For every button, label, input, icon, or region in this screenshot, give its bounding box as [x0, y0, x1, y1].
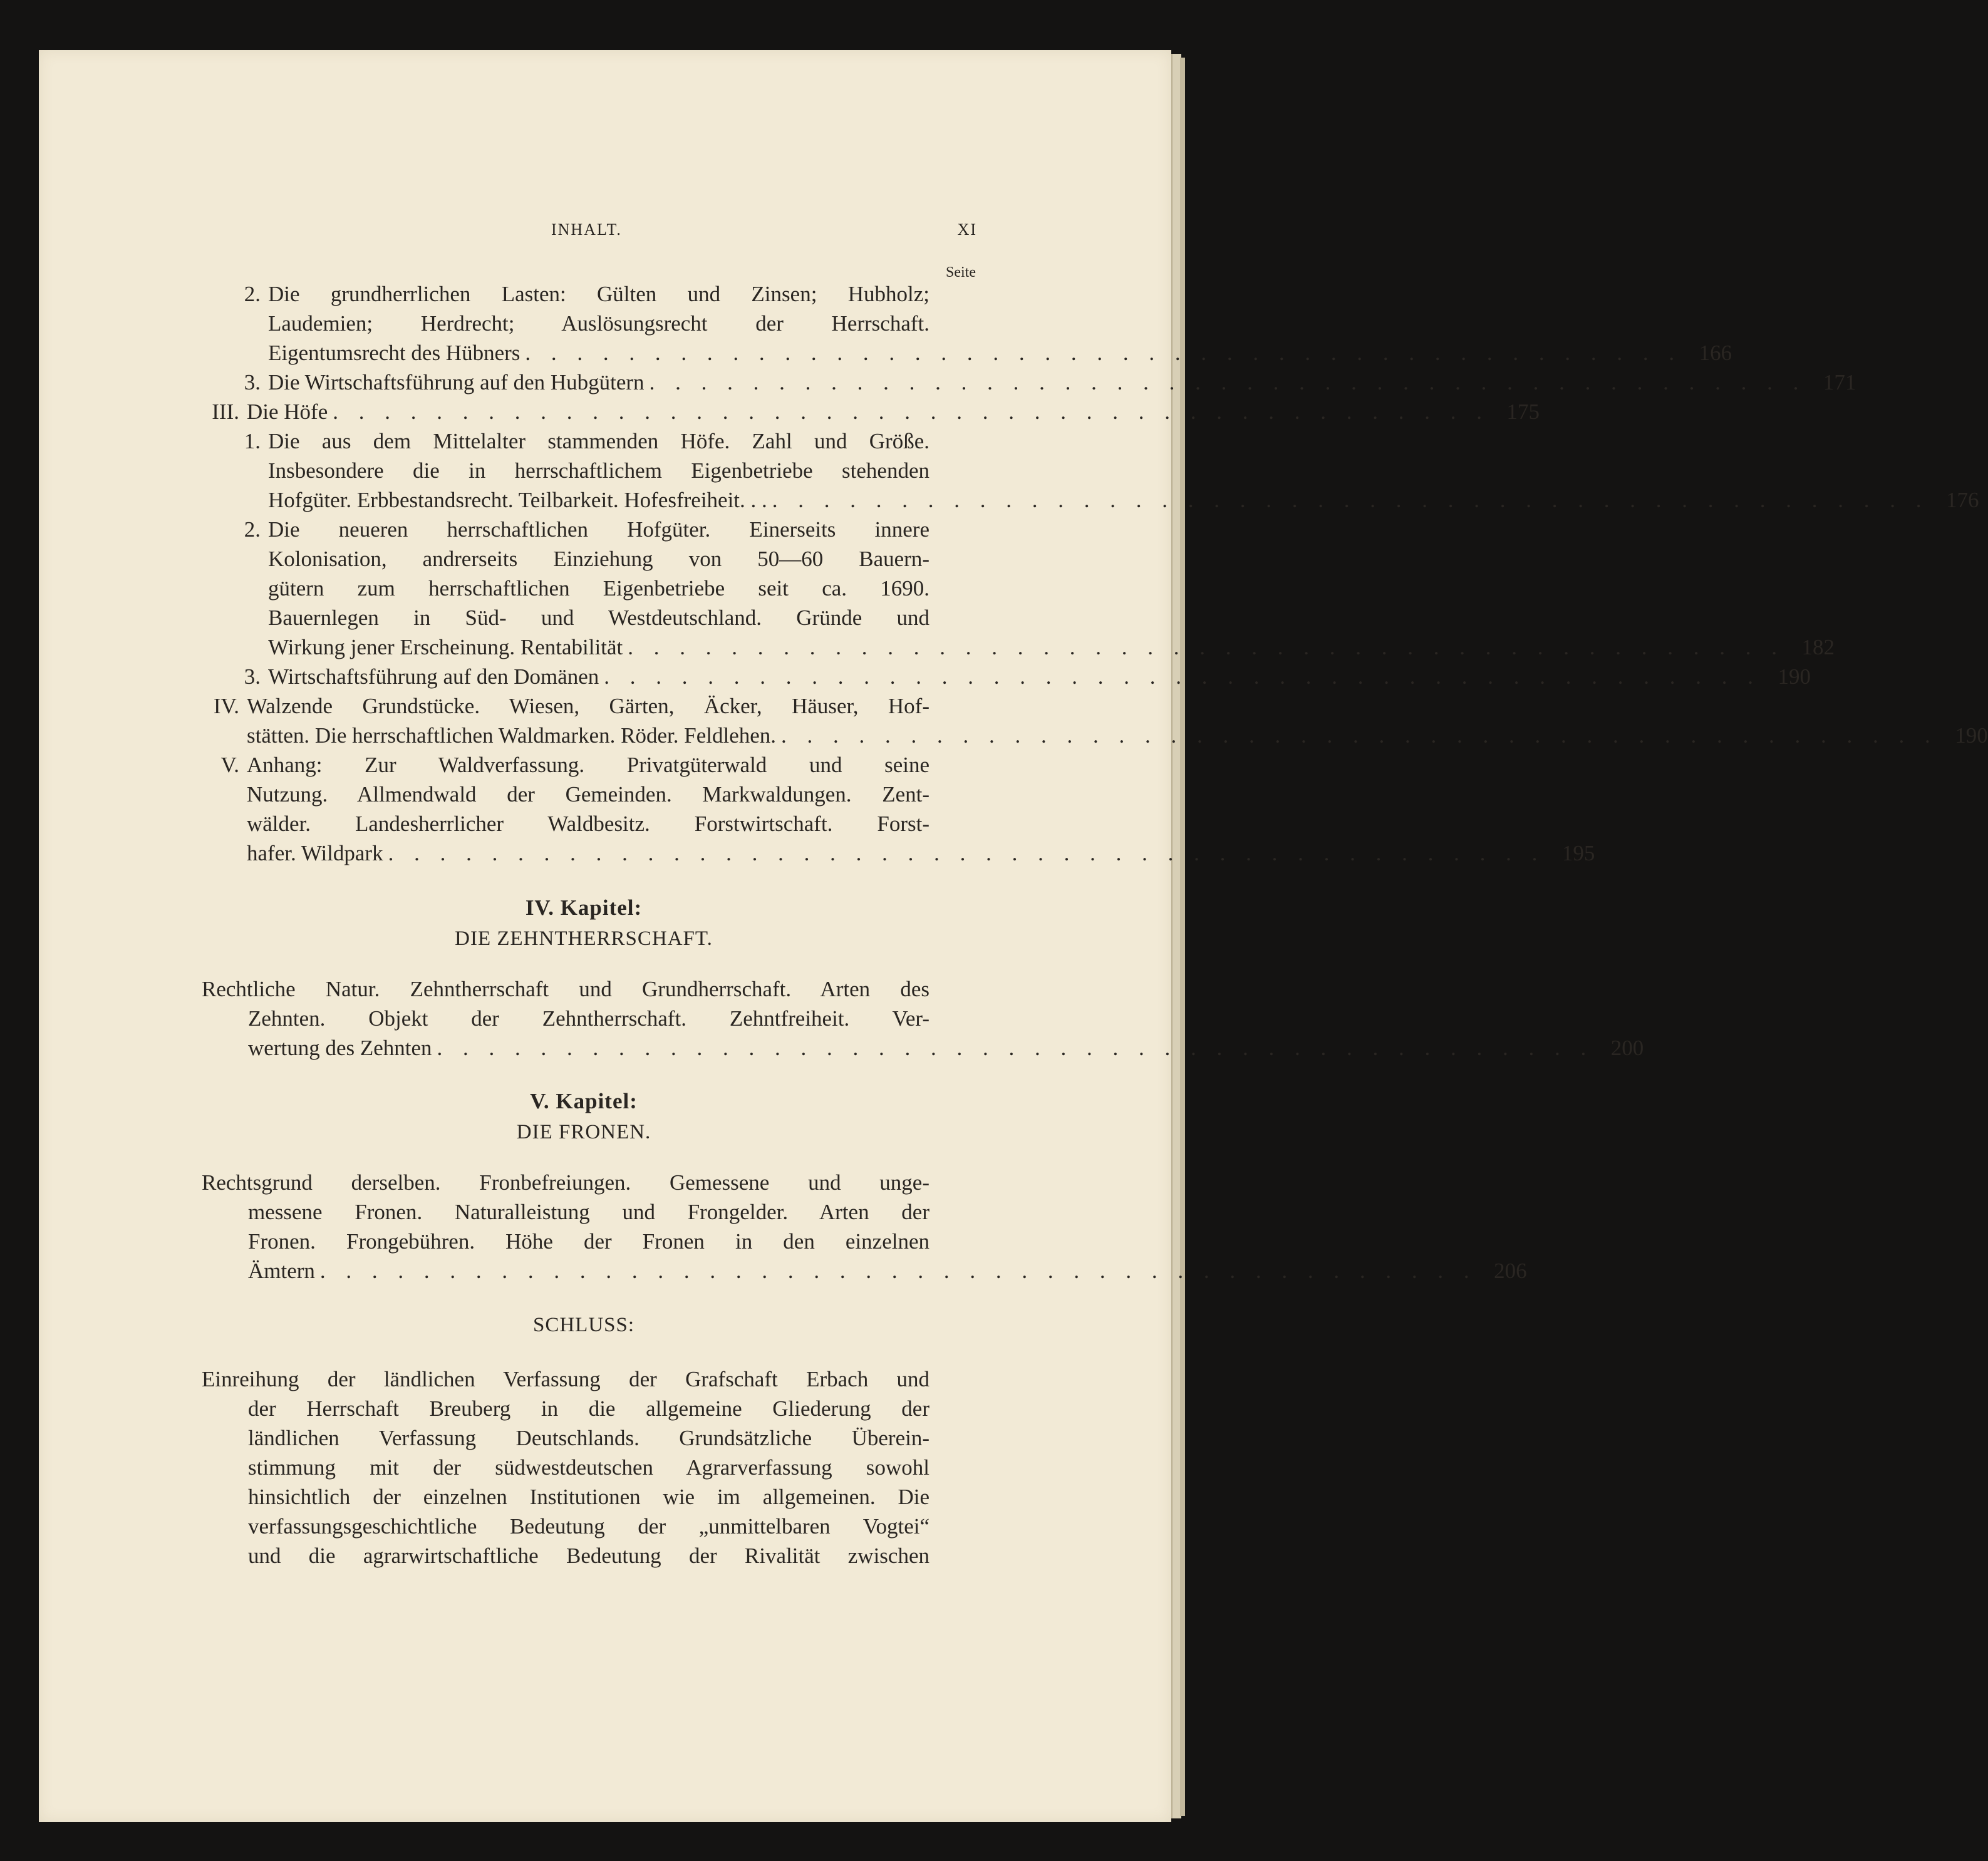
entry-number: 2.: [244, 282, 261, 306]
entry-page: 175: [1506, 400, 1540, 424]
entry-text-line: Die aus dem Mittelalter stammenden Höfe. Zahl und Größe.: [268, 429, 929, 453]
toc-entry: [188, 397, 1540, 426]
entry-page: 206: [1494, 1259, 1527, 1283]
entry-text-line: ländlichen Verfassung Deutschlands. Grundsätzliche Überein-: [248, 1426, 929, 1450]
running-header: [200, 215, 977, 242]
page-column-label: Seite: [946, 264, 976, 281]
conclusion-summary: [188, 1364, 980, 1570]
entry-number: V.: [220, 753, 239, 777]
toc-line: [188, 603, 980, 632]
entry-text-line: der Herrschaft Breuberg in die allgemeine Gliederung der: [248, 1396, 929, 1421]
toc-line: [188, 662, 1811, 691]
leader-dots: . . . . . . . . . . . . . . . . . . . . . . . . . . . . . . . . . . . . . . . . . . . . .: [388, 841, 1545, 865]
entry-page: 190: [1778, 664, 1811, 689]
toc-entry: [188, 426, 1979, 515]
entry-label: Die Höfe: [247, 400, 328, 424]
entry-text-line: Bauernlegen in Süd- und Westdeutschland. Gründe und: [268, 606, 929, 630]
entry-page: 166: [1699, 341, 1732, 365]
entry-text-line: [268, 338, 1682, 368]
toc-line: [188, 397, 1540, 426]
toc-line: [188, 1453, 980, 1482]
entry-label: Eigentumsrecht des Hübners: [268, 341, 520, 365]
header-page-number: XI: [957, 220, 977, 239]
toc-line: [188, 750, 980, 780]
entry-page: 182: [1801, 635, 1835, 659]
entry-label: hafer. Wildpark: [247, 841, 383, 865]
toc-line: [188, 632, 1835, 662]
entry-text-line: [247, 397, 1489, 426]
leader-dots: . . . . . . . . . . . . . . . . . . . . . . . . . . . . . . . . . . . . . . . . . . . . .: [628, 635, 1784, 659]
entry-number: 3.: [244, 664, 261, 689]
toc-line: [188, 574, 980, 603]
entry-text-line: Laudemien; Herdrecht; Auslösungsrecht der Herrschaft.: [268, 311, 929, 336]
conclusion-title: SCHLUSS:: [532, 1314, 635, 1336]
toc-entry: [188, 515, 1835, 662]
toc-line: [188, 368, 1856, 397]
entry-text-line: Walzende Grundstücke. Wiesen, Gärten, Äcker, Häuser, Hof-: [247, 694, 929, 718]
toc-line: [188, 1197, 980, 1227]
toc-line: [188, 974, 980, 1004]
toc-line: [188, 809, 980, 838]
entry-text-line: [268, 485, 1929, 515]
entry-text-line: und die agrarwirtschaftliche Bedeutung der Rivalität zwischen: [248, 1544, 929, 1568]
toc-line: [188, 1004, 980, 1033]
spacer: [188, 868, 980, 893]
toc-line: [188, 1394, 980, 1423]
entry-page: 171: [1823, 370, 1856, 394]
entry-number: 2.: [244, 517, 261, 542]
chapter-summary: [188, 1168, 1527, 1286]
entry-text-line: [248, 1256, 1477, 1286]
chapter-title: DIE ZEHNTHERRSCHAFT.: [455, 927, 713, 950]
entry-text-line: Die neueren herrschaftlichen Hofgüter. Einerseits innere: [268, 517, 929, 542]
entry-number: 3.: [244, 370, 261, 394]
toc-entry: [188, 279, 1732, 368]
entry-text-line: [247, 721, 1938, 750]
toc-line: [188, 485, 1979, 515]
entry-text-line: Nutzung. Allmendwald der Gemeinden. Markwaldungen. Zent-: [247, 782, 929, 807]
entry-page: 200: [1610, 1036, 1644, 1060]
entry-text-line: verfassungsgeschichtliche Bedeutung der „unmittelbaren Vogtei“: [248, 1514, 929, 1539]
entry-label: Ämtern: [248, 1259, 315, 1283]
entry-number: III.: [212, 400, 239, 424]
leader-dots: . . . . . . . . . . . . . . . . . . . . . . . . . . . . . . . . . . . . . . . . . . . . .: [333, 400, 1490, 424]
chapter-summary: [188, 974, 1644, 1063]
toc-line: [188, 1423, 980, 1453]
toc-line: [188, 426, 980, 456]
toc-line: [188, 338, 1732, 368]
toc-line: [188, 1482, 980, 1512]
toc-entry: [188, 662, 1811, 691]
entry-text-line: hinsichtlich der einzelnen Institutionen wie im allgemeinen. Die: [248, 1485, 929, 1509]
toc-line: [188, 1033, 1644, 1063]
entry-text-line: Kolonisation, andrerseits Einziehung von 50—60 Bauern-: [268, 547, 929, 571]
leader-dots: . . . . . . . . . . . . . . . . . . . . . . . . . . . . . . . . . . . . . . . . . . . . .: [319, 1259, 1477, 1283]
toc-line: [188, 1227, 980, 1256]
entry-number: 1.: [244, 429, 261, 453]
chapter-title: DIE FRONEN.: [516, 1121, 651, 1143]
toc-line: [188, 721, 1988, 750]
toc-line: [188, 544, 980, 574]
toc-line: [188, 691, 980, 721]
chapter-heading: V. Kapitel:: [530, 1089, 638, 1113]
entry-text-line: messene Fronen. Naturalleistung und Frongelder. Arten der: [248, 1200, 929, 1224]
chapter-heading: IV. Kapitel:: [525, 895, 643, 920]
toc-line: [188, 456, 980, 485]
entry-text-line: Rechtliche Natur. Zehntherrschaft und Grundherrschaft. Arten des: [202, 977, 929, 1001]
leader-dots: . . . . . . . . . . . . . . . . . . . . . . . . . . . . . . . . . . . . . . . . . . . . .: [781, 723, 1938, 748]
entry-label: Wirkung jener Erscheinung. Rentabilität: [268, 635, 623, 659]
entry-text-line: stimmung mit der südwestdeutschen Agrarverfassung sowohl: [248, 1455, 929, 1480]
entry-text-line: gütern zum herrschaftlichen Eigenbetriebe seit ca. 1690.: [268, 576, 929, 601]
entry-text-line: [248, 1033, 1593, 1063]
toc-line: [188, 515, 980, 544]
toc-entry: [188, 750, 1595, 868]
spacer: [188, 1286, 980, 1311]
toc-line: [188, 279, 980, 309]
spacer: [188, 1063, 980, 1086]
toc-entry: [188, 368, 1856, 397]
toc-line: [188, 309, 980, 338]
toc-line: [188, 780, 980, 809]
table-of-contents: [188, 279, 1988, 1570]
leader-dots: . . . . . . . . . . . . . . . . . . . . . . . . . . . . . . . . . . . . . . . . . . . . .: [525, 341, 1682, 365]
toc-line: [188, 1541, 980, 1570]
entry-page: 176: [1946, 488, 1979, 512]
entry-text-line: [268, 662, 1761, 691]
toc-line: [188, 838, 1595, 868]
entry-text-line: Die grundherrlichen Lasten: Gülten und Zinsen; Hubholz;: [268, 282, 929, 306]
leader-dots: . . . . . . . . . . . . . . . . . . . . . . . . . . . . . . . . . . . . . . . . . . . . .: [772, 488, 1929, 512]
toc-line: [188, 1168, 980, 1197]
header-title: INHALT.: [551, 220, 622, 239]
entry-text-line: [247, 838, 1545, 868]
entry-number: IV.: [213, 694, 239, 718]
entry-text-line: Anhang: Zur Waldverfassung. Privatgüterwald und seine: [247, 753, 929, 777]
entry-text-line: Fronen. Frongebühren. Höhe der Fronen in den einzelnen: [248, 1229, 929, 1254]
leader-dots: . . . . . . . . . . . . . . . . . . . . . . . . . . . . . . . . . . . . . . . . . . . . .: [604, 664, 1761, 689]
entry-text-line: [268, 632, 1784, 662]
toc-entry: [188, 691, 1988, 750]
toc-line: [188, 1364, 980, 1394]
entry-page: 190: [1955, 723, 1988, 748]
entry-text-line: Einreihung der ländlichen Verfassung der Grafschaft Erbach und: [202, 1367, 929, 1391]
entry-text-line: [268, 368, 1806, 397]
toc-line: [188, 1256, 1527, 1286]
leader-dots: . . . . . . . . . . . . . . . . . . . . . . . . . . . . . . . . . . . . . . . . . . . . .: [437, 1036, 1594, 1060]
entry-label: stätten. Die herrschaftlichen Waldmarken. Röder. Feldlehen.: [247, 723, 777, 748]
entry-label: wertung des Zehnten: [248, 1036, 432, 1060]
entry-text-line: Zehnten. Objekt der Zehntherrschaft. Zehntfreiheit. Ver-: [248, 1006, 929, 1031]
leader-dots: . . . . . . . . . . . . . . . . . . . . . . . . . . . . . . . . . . . . . . . . . . . . .: [649, 370, 1806, 394]
entry-text-line: Insbesondere die in herrschaftlichem Eigenbetriebe stehenden: [268, 458, 929, 483]
entry-label: Hofgüter. Erbbestandsrecht. Teilbarkeit. Hofesfreiheit. . .: [268, 488, 767, 512]
page-edge-back: [1180, 58, 1185, 1816]
entry-text-line: Rechtsgrund derselben. Fronbefreiungen. Gemessene und unge-: [202, 1170, 929, 1195]
entry-label: Wirtschaftsführung auf den Domänen: [268, 664, 599, 689]
entry-text-line: wälder. Landesherrlicher Waldbesitz. Forstwirtschaft. Forst-: [247, 812, 929, 836]
entry-page: 195: [1561, 841, 1595, 865]
entry-label: Die Wirtschaftsführung auf den Hubgütern: [268, 370, 645, 394]
toc-line: [188, 1512, 980, 1541]
